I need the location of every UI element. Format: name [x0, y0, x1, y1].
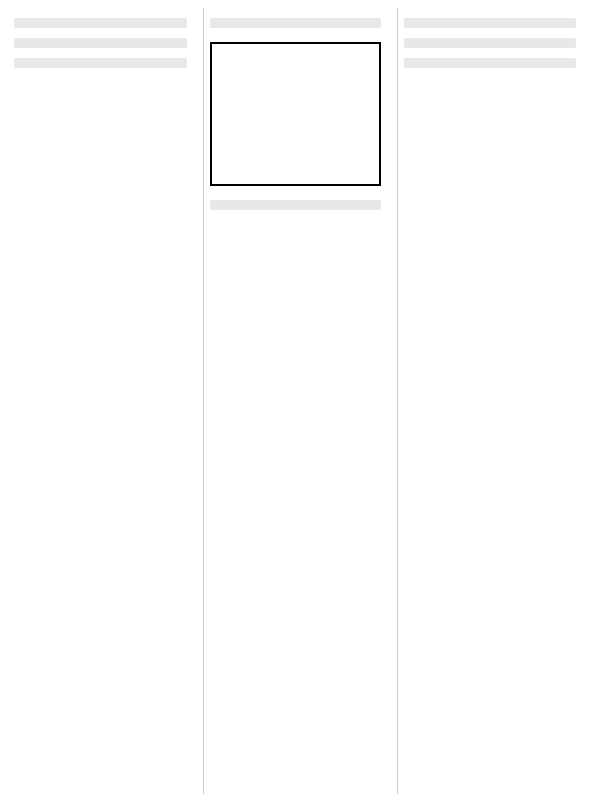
column-middle — [203, 8, 388, 794]
text-line — [404, 58, 576, 68]
text-line — [210, 200, 382, 210]
text-line — [210, 18, 382, 28]
text-line — [404, 18, 576, 28]
text-columns — [8, 8, 582, 794]
boxed-callout — [210, 42, 382, 186]
column-right — [397, 8, 582, 794]
text-line — [14, 38, 187, 48]
text-line — [14, 58, 187, 68]
text-line — [404, 38, 576, 48]
column-left — [8, 8, 193, 794]
text-line — [14, 18, 187, 28]
